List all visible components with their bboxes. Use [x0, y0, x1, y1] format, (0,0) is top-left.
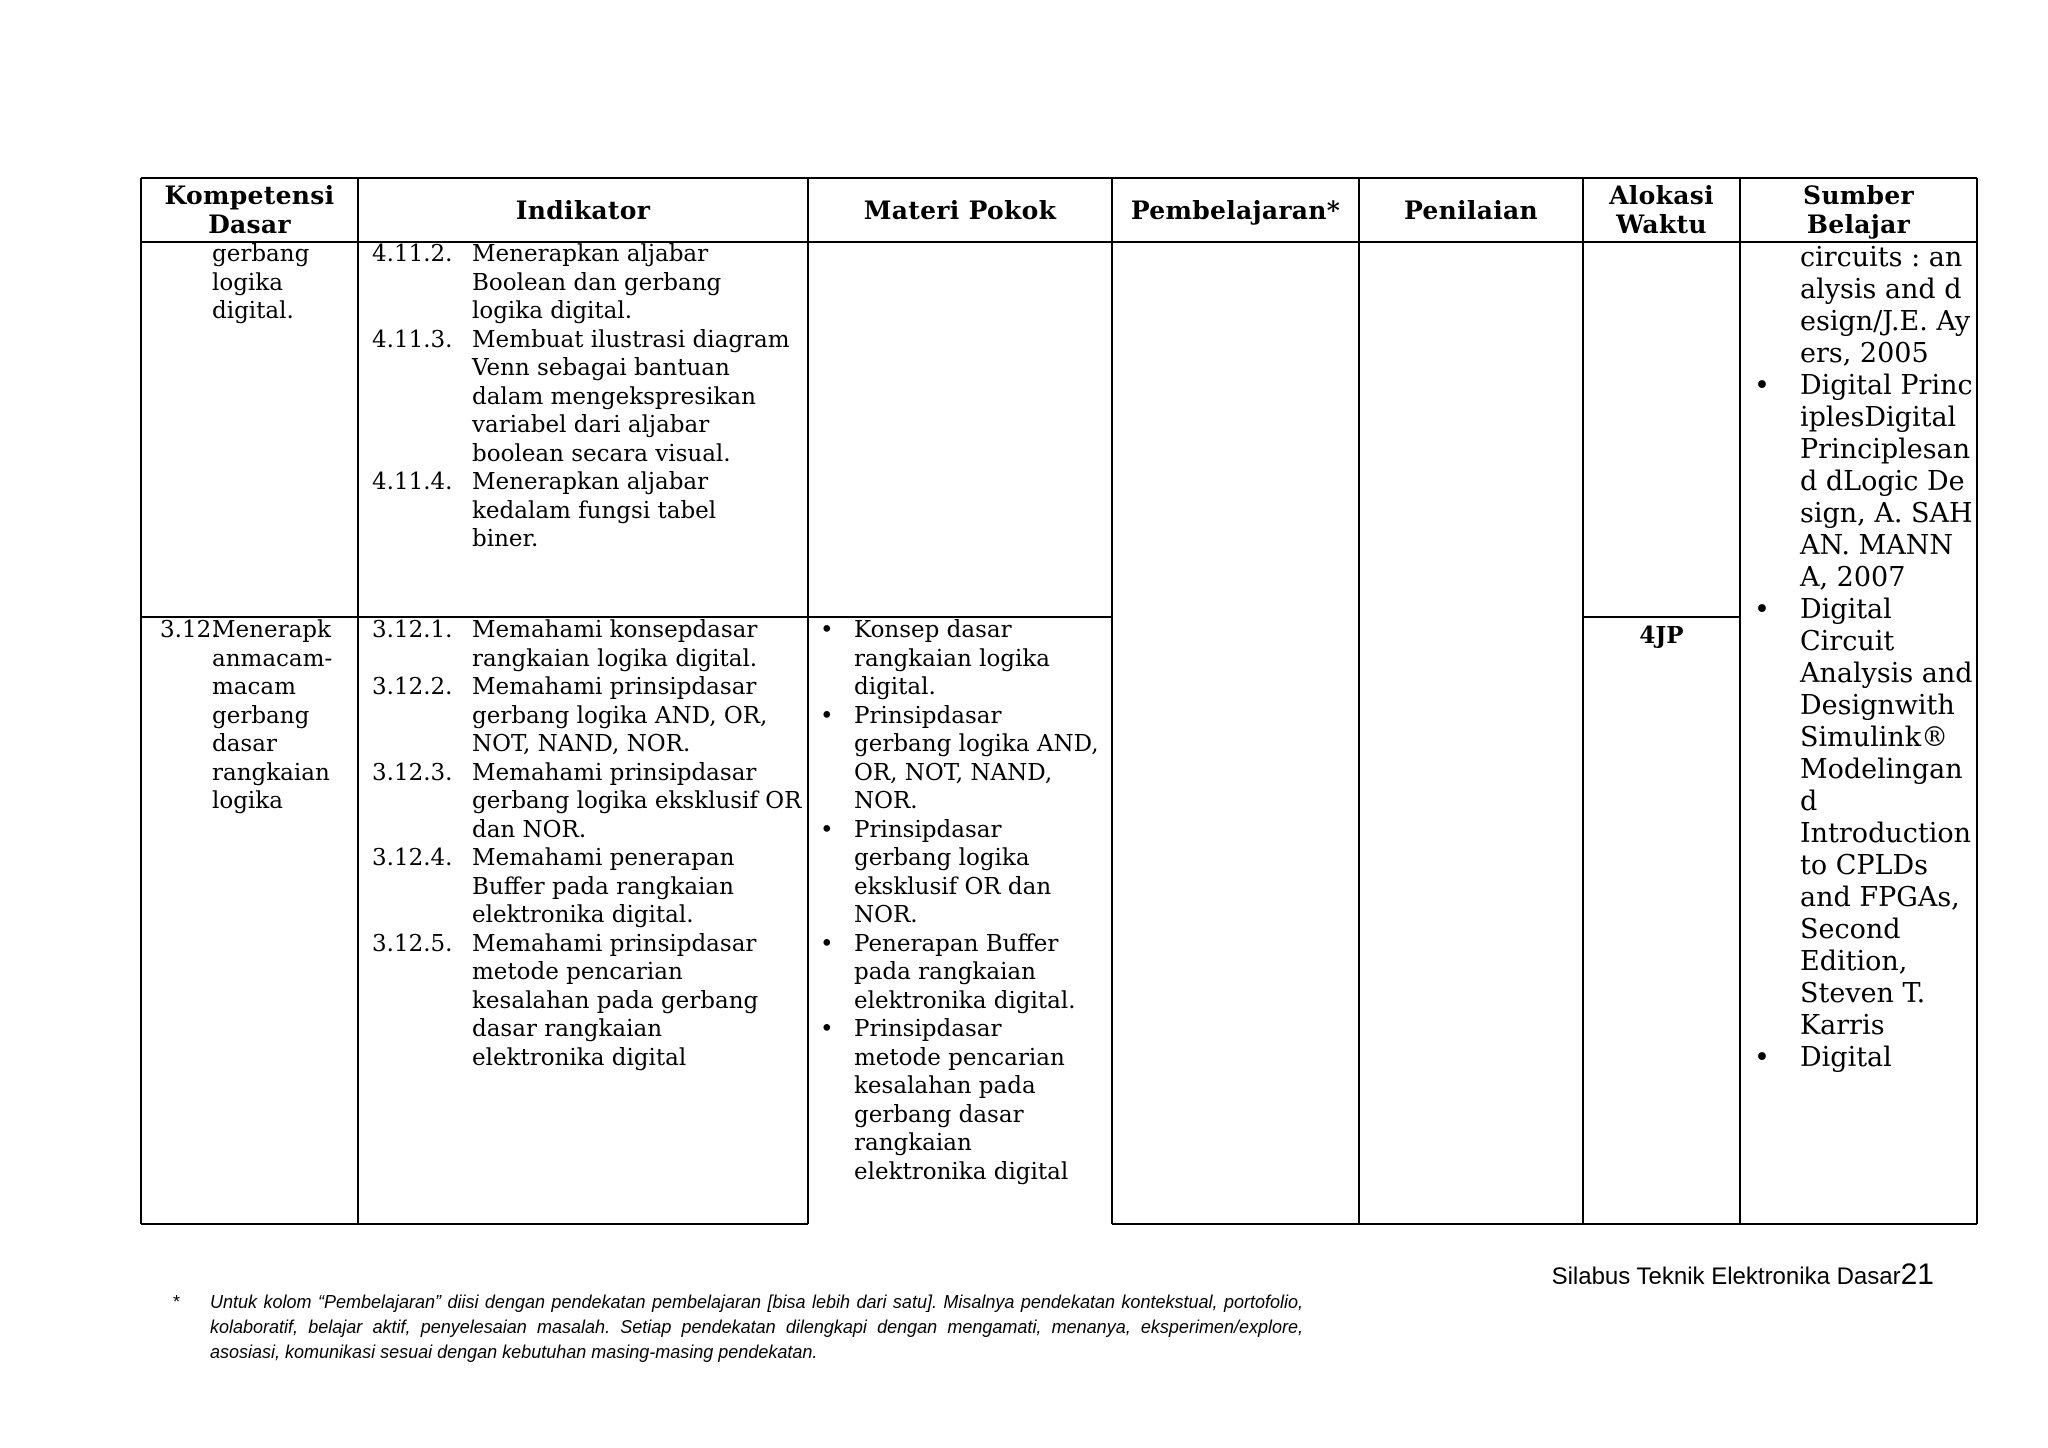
indikator-number: 3.12.2. [372, 674, 453, 700]
sumber-text: Digital PrinciplesDigital Principlesand dLogic Design, A. SAHAN. MANNA, 2007 [1800, 370, 1973, 593]
kd-line: gerbang [212, 241, 310, 267]
kd-line: macam [212, 674, 296, 700]
indikator-text: Memahami prinsipdasar gerbang logika AND, OR, NOT, NAND, NOR. [472, 674, 768, 757]
indikator-number: 3.12.5. [372, 930, 453, 957]
bullet-icon: • [820, 816, 834, 843]
indikator-item [372, 844, 802, 930]
kd-first-line [160, 616, 356, 645]
sumber-text: Digital [1800, 1042, 1892, 1073]
indikator-text: Menerapkan aljabar kedalam fungsi tabel biner. [472, 469, 717, 552]
indikator-item [372, 673, 802, 759]
materi-text: Prinsipdasar gerbang logika AND, OR, NOT, NAND, NOR. [854, 702, 1099, 814]
indikator-number: 4.11.2. [372, 241, 453, 267]
indikator-text: Memahami konsepdasar rangkaian logika digital. [472, 617, 758, 672]
document-title: Silabus Teknik Elektronika Dasar [1551, 1263, 1901, 1290]
sumber-continuation: circuits : analysis and design/J.E. Ayers, 2005 [1800, 242, 1971, 369]
materi-text: Prinsipdasar gerbang logika eksklusif OR dan NOR. [854, 816, 1052, 928]
bullet-icon: • [1754, 594, 1770, 625]
header-kompetensi-dasar: Kompetensi Dasar [164, 181, 335, 239]
row1-indikator [372, 240, 802, 554]
indikator-number: 4.11.4. [372, 469, 453, 495]
indikator-text: Memahami penerapan Buffer pada rangkaian elektronika digital. [472, 845, 735, 928]
row2-materi-pokok [820, 616, 1106, 1186]
materi-item [820, 816, 1106, 930]
indikator-item [372, 616, 802, 673]
materi-text: Penerapan Buffer pada rangkaian elektronika digital. [854, 930, 1076, 1014]
materi-text: Konsep dasar rangkaian logika digital. [854, 617, 1051, 700]
header-pembelajaran: Pembelajaran* [1130, 195, 1341, 225]
row2-alokasi-waktu: 4JP [1639, 622, 1684, 649]
indikator-number: 3.12.3. [372, 759, 453, 786]
materi-item [820, 930, 1106, 1016]
header-indikator: Indikator [515, 195, 651, 225]
header-sumber-belajar: Sumber Belajar [1802, 181, 1915, 239]
indikator-number: 3.12.1. [372, 617, 453, 643]
footnote [173, 1290, 1303, 1365]
materi-item [820, 702, 1106, 816]
header-penilaian: Penilaian [1404, 195, 1538, 225]
row1-kompetensi-dasar [212, 240, 352, 326]
bullet-icon: • [820, 617, 834, 643]
footnote-text: Untuk kolom “Pembelajaran” diisi dengan pendekatan pembelajaran [bisa lebih dari satu]. Misalnya pendekatan kontekstual, portofolio, kolaboratif, belajar aktif, penyelesaian masalah. Setiap pendekatan dilengkapi dengan mengamati, menanya, eksperimen/explore, asosiasi, komunikasi sesuai dengan kebutuhan masing-masing pendekatan. [210, 1292, 1303, 1362]
kd-line: rangkaian [212, 759, 330, 786]
indikator-item [372, 759, 802, 845]
indikator-item [372, 326, 802, 469]
sumber-item [1754, 1042, 1976, 1074]
document-footer-title [1552, 1258, 1934, 1292]
kd-line: gerbang [212, 702, 310, 729]
indikator-number: 4.11.3. [372, 326, 453, 353]
kd-line: logika [212, 269, 283, 296]
bullet-icon: • [820, 930, 834, 957]
header-materi-pokok: Materi Pokok [863, 195, 1057, 225]
indikator-text: Membuat ilustrasi diagram Venn sebagai bantuan dalam mengekspresikan variabel dari aljabar boolean secara visual. [472, 326, 790, 467]
header-alokasi-waktu: Alokasi Waktu [1609, 181, 1714, 239]
materi-text: Prinsipdasar metode pencarian kesalahan pada gerbang dasar rangkaian elektronika digital [854, 1016, 1069, 1185]
kd-number: 3.12. [160, 617, 219, 643]
page-number: 21 [1900, 1258, 1934, 1291]
indikator-item [372, 930, 802, 1073]
indikator-text: Memahami prinsipdasar gerbang logika eksklusif OR dan NOR. [472, 759, 802, 843]
materi-item [820, 616, 1106, 702]
row2-indikator [372, 616, 802, 1072]
sumber-text: Digital Circuit Analysis and Designwith Simulink® Modelingan d Introduction to CPLDs and FPGAs, Second Edition, Steven T. Karris [1800, 594, 1973, 1041]
sumber-belajar [1754, 242, 1976, 1074]
bullet-icon: • [1754, 370, 1770, 401]
bullet-icon: • [820, 702, 834, 729]
bullet-icon: • [1754, 1042, 1770, 1073]
row2-kompetensi-dasar [160, 616, 356, 816]
indikator-item [372, 240, 802, 326]
sumber-item [1754, 594, 1976, 1042]
kd-line: anmacam- [212, 645, 333, 672]
bullet-icon: • [820, 1016, 834, 1042]
materi-item [820, 1015, 1106, 1186]
indikator-text: Menerapkan aljabar Boolean dan gerbang logika digital. [472, 241, 722, 324]
sumber-item [1754, 370, 1976, 594]
indikator-number: 3.12.4. [372, 845, 453, 871]
indikator-item [372, 468, 802, 554]
footnote-marker: * [173, 1292, 181, 1312]
indikator-text: Memahami prinsipdasar metode pencarian kesalahan pada gerbang dasar rangkaian elektronika digital [472, 930, 759, 1071]
kd-line: logika [212, 788, 283, 814]
kd-line: dasar [212, 731, 277, 757]
kd-line: digital. [212, 298, 294, 324]
kd-first-text: Menerapk [212, 617, 331, 643]
